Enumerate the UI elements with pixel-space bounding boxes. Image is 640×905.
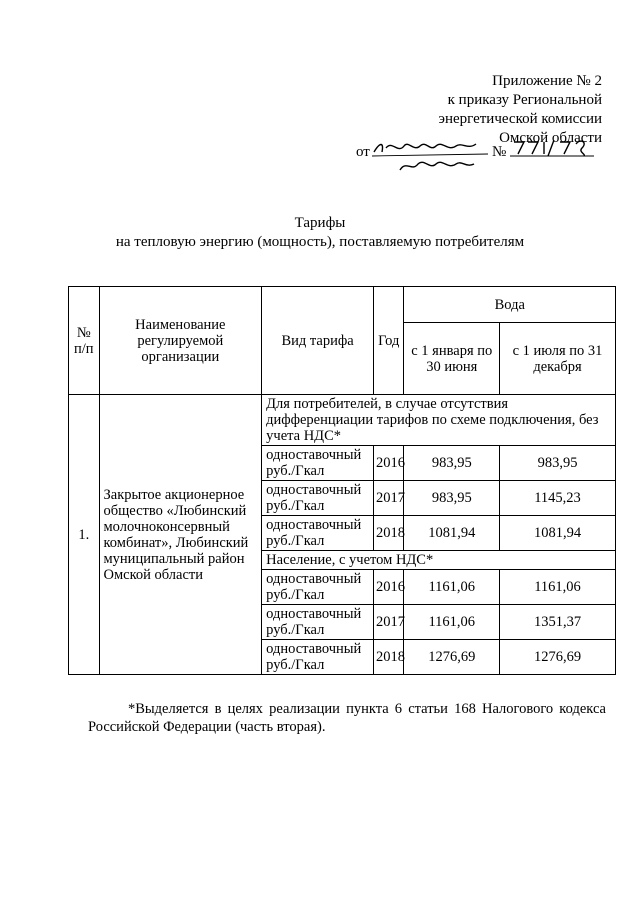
row-number: 1. [69,395,100,675]
value-period-2: 1161,06 [500,570,616,605]
value-period-1: 983,95 [404,481,500,516]
tariff-type-cell: одноставочный руб./Гкал [262,516,374,551]
year-cell: 2018 [373,640,404,675]
year-cell: 2016 [373,570,404,605]
handwritten-date-signature [370,134,490,178]
title-subtitle: на тепловую энергию (мощность), поставляемую потребителям [115,234,525,250]
value-period-2: 1081,94 [500,516,616,551]
value-period-1: 1161,06 [404,570,500,605]
header-water: Вода [404,287,616,323]
year-cell: 2016 [373,446,404,481]
year-cell: 2017 [373,481,404,516]
document-title [0,214,640,252]
tariff-type-cell: одноставочный руб./Гкал [262,605,374,640]
tariff-type-cell: одноставочный руб./Гкал [262,446,374,481]
value-period-1: 1081,94 [404,516,500,551]
order-from-label: от [356,144,370,160]
header-period-2: с 1 июля по 31 декабря [500,323,616,395]
header-year: Год [373,287,404,395]
value-period-2: 1351,37 [500,605,616,640]
tariff-type-cell: одноставочный руб./Гкал [262,481,374,516]
tariff-type-cell: одноставочный руб./Гкал [262,640,374,675]
tariff-table [68,286,616,675]
value-period-2: 983,95 [500,446,616,481]
value-period-2: 1145,23 [500,481,616,516]
value-period-1: 1276,69 [404,640,500,675]
header-period-1: с 1 января по 30 июня [404,323,500,395]
appendix-line-4: Омской области [499,130,602,146]
order-number-label: № [492,144,507,160]
appendix-line-1: Приложение № 2 [492,73,602,89]
header-num: № п/п [69,287,100,395]
organization-name: Закрытое акционерное общество «Любинский молочноконсервный комбинат», Любинский муниципальный район Омской области [99,395,262,675]
value-period-1: 1161,06 [404,605,500,640]
value-period-2: 1276,69 [500,640,616,675]
group-label-1: Для потребителей, в случае отсутствия дифференциации тарифов по схеме подключения, без учета НДС* [262,395,616,446]
order-date-number [356,142,596,182]
appendix-line-2: к приказу Региональной [447,92,602,108]
tariff-type-cell: одноставочный руб./Гкал [262,570,374,605]
header-organization: Наименование регулируемой организации [99,287,262,395]
appendix-line-3: энергетической комиссии [438,111,602,127]
handwritten-order-number [510,136,594,160]
group-label-2: Население, с учетом НДС* [262,551,616,570]
year-cell: 2018 [373,516,404,551]
value-period-1: 983,95 [404,446,500,481]
title-main: Тарифы [294,215,346,231]
year-cell: 2017 [373,605,404,640]
footnote: *Выделяется в целях реализации пункта 6 статьи 168 Налогового кодекса Российской Федерации (часть вторая). [88,701,606,735]
header-tariff-type: Вид тарифа [262,287,374,395]
